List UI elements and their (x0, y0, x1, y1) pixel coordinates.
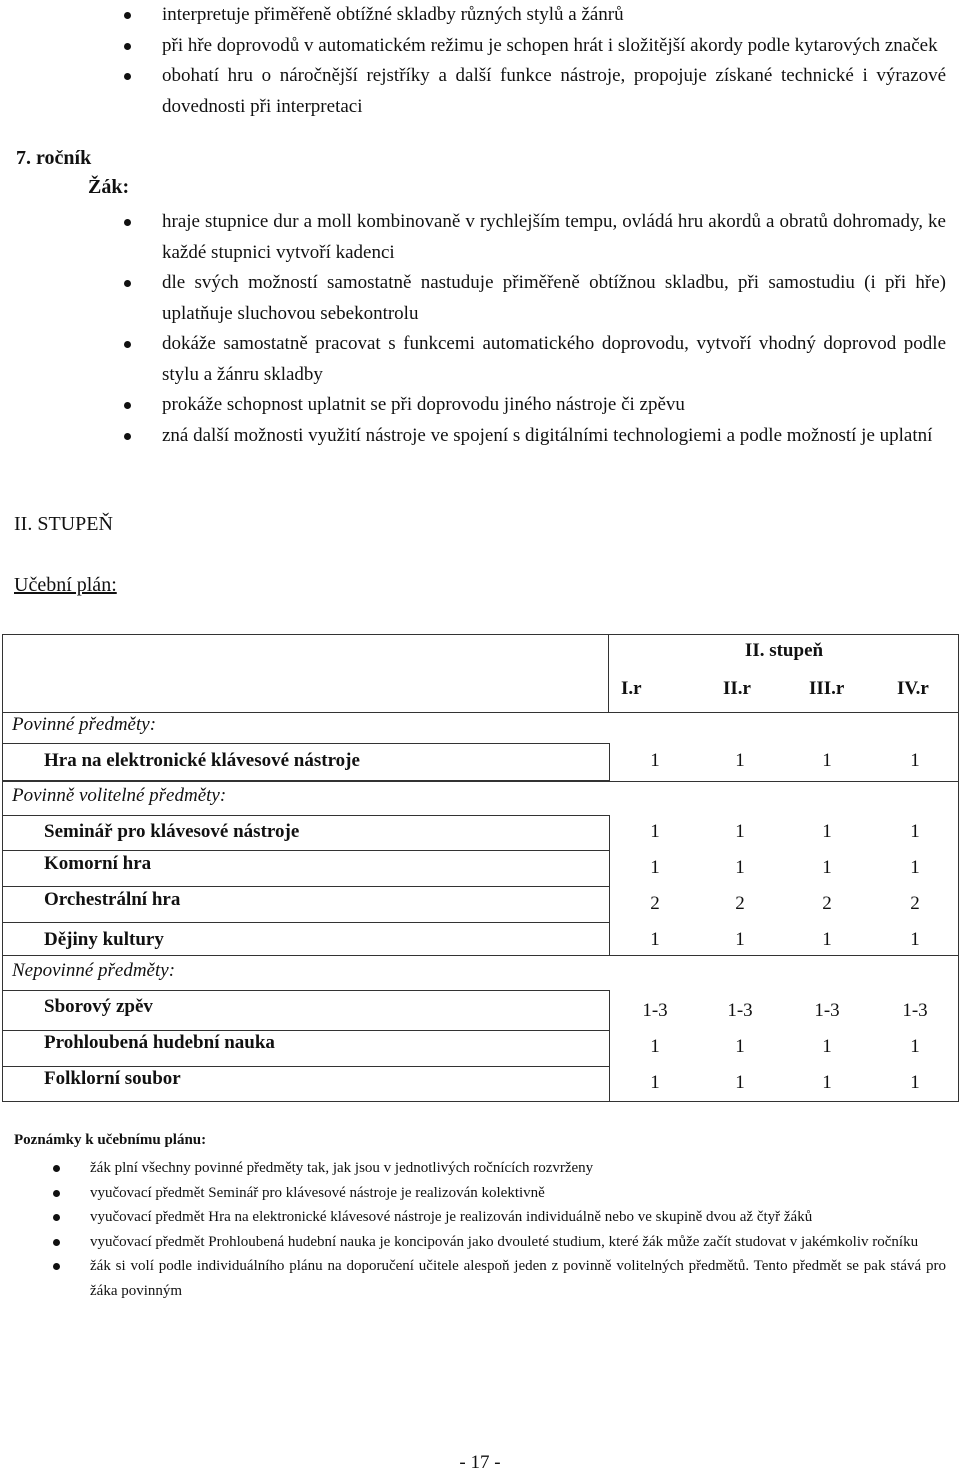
table-divider (2, 712, 959, 713)
bullet-icon (124, 43, 131, 50)
category-optional: Nepovinné předměty: (12, 960, 176, 981)
year-header: III.r (809, 678, 845, 699)
hours-value: 1 (822, 1036, 832, 1057)
hours-value: 1 (910, 1072, 920, 1093)
hours-value: 1 (735, 750, 745, 771)
year-header: IV.r (897, 678, 929, 699)
stage-heading: II. STUPEŇ (14, 513, 113, 535)
hours-value: 2 (822, 893, 832, 914)
hours-value: 1 (910, 821, 920, 842)
hours-value: 1-3 (902, 1000, 928, 1021)
list-item: při hře doprovodů v automatickém režimu je schopen hrát i složitější akordy podle kytarových značek (162, 31, 946, 62)
hours-value: 2 (910, 893, 920, 914)
hours-value: 1 (735, 857, 745, 878)
hours-value: 1 (910, 1036, 920, 1057)
hours-value: 1 (822, 857, 832, 878)
list-item: vyučovací předmět Seminář pro klávesové nástroje je realizován kolektivně (90, 1181, 946, 1206)
table-divider (2, 1066, 610, 1067)
notes-list (90, 1156, 946, 1303)
hours-value: 1 (650, 821, 660, 842)
year-header: I.r (621, 678, 642, 699)
page-number: - 17 - (459, 1452, 501, 1473)
bullet-icon (53, 1263, 60, 1270)
hours-value: 1 (650, 929, 660, 950)
list-item: žák plní všechny povinné předměty tak, jak jsou v jednotlivých ročnících rozvrženy (90, 1156, 946, 1181)
hours-value: 1 (650, 1036, 660, 1057)
bullet-icon (124, 402, 131, 409)
list-item: dokáže samostatně pracovat s funkcemi automatického doprovodu, vytvoří vhodný doprovod podle stylu a žánru skladby (162, 329, 946, 390)
category-required: Povinné předměty: (12, 714, 157, 735)
list-item: prokáže schopnost uplatnit se při doprovodu jiného nástroje či zpěvu (162, 390, 946, 421)
bullet-icon (124, 219, 131, 226)
hours-value: 1 (735, 929, 745, 950)
subject-label: Komorní hra (44, 853, 152, 874)
pupil-heading: Žák: (88, 176, 130, 198)
bullet-icon (124, 73, 131, 80)
list-item: interpretuje přiměřeně obtížné skladby různých stylů a žánrů (162, 0, 946, 31)
hours-value: 1-3 (727, 1000, 753, 1021)
hours-value: 1 (822, 750, 832, 771)
hours-value: 1 (735, 1036, 745, 1057)
stage-header-cell (608, 634, 959, 713)
hours-value: 1-3 (814, 1000, 840, 1021)
bullet-icon (53, 1165, 60, 1172)
hours-value: 1-3 (642, 1000, 668, 1021)
grade7-bullet-list (162, 207, 946, 451)
subject-label: Folklorní soubor (44, 1068, 181, 1089)
hours-value: 2 (735, 893, 745, 914)
table-divider (2, 781, 959, 782)
bullet-icon (124, 433, 131, 440)
intro-bullet-list (162, 0, 946, 122)
hours-value: 1 (735, 1072, 745, 1093)
hours-value: 1 (650, 1072, 660, 1093)
bullet-icon (124, 280, 131, 287)
list-item: hraje stupnice dur a moll kombinovaně v rychlejším tempu, ovládá hru akordů a obratů dohromady, ke každé stupnici vytvoří kadenci (162, 207, 946, 268)
list-item: obohatí hru o náročnější rejstříky a další funkce nástroje, propojuje získané technické i výrazové dovednosti při interpretaci (162, 61, 946, 122)
hours-value: 2 (650, 893, 660, 914)
bullet-icon (53, 1239, 60, 1246)
subject-label: Orchestrální hra (44, 889, 181, 910)
stage-header-label: II. stupeň (744, 640, 824, 661)
bullet-icon (124, 341, 131, 348)
table-divider (2, 955, 959, 956)
subject-label: Sborový zpěv (44, 996, 153, 1017)
hours-value: 1 (650, 750, 660, 771)
hours-value: 1 (910, 750, 920, 771)
list-item: dle svých možností samostatně nastuduje přiměřeně obtížnou skladbu, při samostudiu (i při hře) uplatňuje sluchovou sebekontrolu (162, 268, 946, 329)
hours-value: 1 (910, 929, 920, 950)
bullet-icon (124, 12, 131, 19)
subject-label: Seminář pro klávesové nástroje (44, 821, 300, 842)
year-header: II.r (723, 678, 751, 699)
plan-heading: Učební plán: (14, 574, 117, 596)
hours-value: 1 (650, 857, 660, 878)
hours-value: 1 (822, 1072, 832, 1093)
hours-value: 1 (910, 857, 920, 878)
list-item: vyučovací předmět Prohloubená hudební nauka je koncipován jako dvouleté studium, které žák může začít studovat v jakémkoliv ročníku (90, 1230, 946, 1255)
category-elective: Povinně volitelné předměty: (12, 785, 227, 806)
subject-label: Dějiny kultury (44, 929, 164, 950)
table-divider (2, 850, 610, 851)
list-item: zná další možnosti využití nástroje ve spojení s digitálními technologiemi a podle možností je uplatní (162, 421, 946, 452)
notes-title: Poznámky k učebnímu plánu: (14, 1132, 207, 1148)
hours-value: 1 (735, 821, 745, 842)
hours-value: 1 (822, 929, 832, 950)
list-item: žák si volí podle individuálního plánu na doporučení učitele alespoň jeden z povinně volitelných předmětů. Tento předmět se pak stává pro žáka povinným (90, 1254, 946, 1303)
table-divider (2, 922, 610, 923)
hours-value: 1 (822, 821, 832, 842)
subject-label: Prohloubená hudební nauka (44, 1032, 275, 1053)
bullet-icon (53, 1214, 60, 1221)
list-item: vyučovací předmět Hra na elektronické klávesové nástroje je realizován individuálně nebo ve skupině dvou až čtyř žáků (90, 1205, 946, 1230)
subject-label: Hra na elektronické klávesové nástroje (44, 750, 360, 771)
grade-heading: 7. ročník (16, 147, 92, 169)
table-divider (2, 886, 610, 887)
table-divider (2, 1030, 610, 1031)
bullet-icon (53, 1190, 60, 1197)
